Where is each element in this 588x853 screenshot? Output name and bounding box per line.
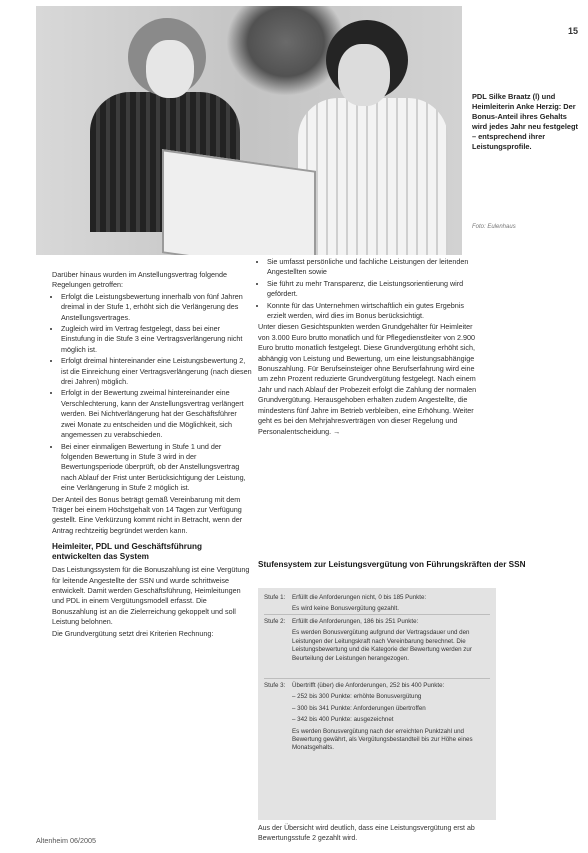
list-item: • Konnte für das Unternehmen wirtschaftlich ein gutes Ergebnis erzielt werden, wird dies im Bonus berücksichtigt. <box>267 301 478 322</box>
list-item: • Sie führt zu mehr Transparenz, die Leistungsorientierung wird gefördert. <box>267 279 478 300</box>
stage-text <box>292 618 496 666</box>
list-item: • Bei einer einmaligen Bewertung in Stufe 1 und der folgenden Bewertung in Stufe 3 wird in der Bewertungsperiode überprüft, ob der Anstellungsvertrag nach Ablauf der Frist unter Berücksichtigung der Leistung, eine Verlängerung in Stufe 2 möglich ist. <box>61 442 252 494</box>
stage-table <box>258 588 496 820</box>
stage-line: Es werden Bonusvergütung aufgrund der Vertragsdauer und den Leistungen der Leitungskraft nach Vereinbarung berechnet. Die Leistungsbewertung und die Kategorie der Bewertung werden zur Beurteilung der Leistungen herangezogen. <box>292 629 472 662</box>
photo-person-right-face <box>338 44 390 106</box>
page-number: 15 <box>567 26 578 36</box>
stage-line: – 252 bis 300 Punkte: erhöhte Bonusvergütung <box>292 693 422 701</box>
regulation-list <box>52 292 252 494</box>
stage-text <box>292 682 496 756</box>
closing-paragraph: Der Anteil des Bonus beträgt gemäß Vereinbarung mit dem Träger bei einem Höchstgehalt von 14 Tagen zur Verfügung gestellt. Eine Verkürzung kommt nicht in Betracht, wenn der Antrag rechtzeitig begründet werden kann. <box>52 494 243 535</box>
list-item: • Erfolgt die Leistungsbewertung innerhalb von fünf Jahren dreimal in der Stufe 1, erhöht sich die Verlängerung des Anstellungsvertrages. <box>61 292 252 323</box>
stage-label: Stufe 1: <box>264 594 286 601</box>
photo-credit: Foto: Eulenhaus <box>472 224 516 230</box>
stage-line: Übertrifft (über) die Anforderungen, 252 bis 400 Punkte: <box>292 682 445 689</box>
stage-line: – 342 bis 400 Punkte: ausgezeichnet <box>292 716 394 724</box>
continue-arrow-icon: → <box>333 426 341 436</box>
right-column <box>258 257 478 438</box>
criteria-list <box>258 257 478 321</box>
section-heading: Heimleiter, PDL und Geschäftsführung entwickelten das System <box>52 542 202 562</box>
stage-row-3 <box>258 682 496 756</box>
stage-line: Erfüllt die Anforderungen, 186 bis 251 Punkte: <box>292 618 419 625</box>
stage-divider <box>264 678 490 679</box>
photo-person-right <box>298 98 448 255</box>
salary-paragraph-text: Unter diesen Gesichtspunkten werden Grundgehälter für Heimleiter von 3.000 Euro brutto monatlich und für Pflegedienstleiter von 2.900 Euro brutto monatlich festgelegt. Diese Grundvergütung erhöht sich, abhängig von Leistung und Bewertung, um eine leistungsabhängige Bonuszahlung. Für Berufseinsteiger ohne Berufserfahrung wird eine um zehn Prozent reduzierte Grundvergütung festgelegt. Nach einem Jahr und nach Ablauf der Probezeit erfolgt die Zahlung der normalen Grundvergütung. Herausgehoben erhalten zudem Angestellte, die mindestens fünf Jahre im Betrieb verbleiben, eine Erhöhung. Weiter geht es bei den Mehrjahresverträgen von dieser Regelung und Personalentscheidung. <box>258 322 477 436</box>
stage-row-2 <box>258 618 496 666</box>
list-item: • Erfolgt dreimal hintereinander eine Leistungsbewertung 2, ist die Einreichung einer Vertragsverlängerung (nach diesen drei Jahren) möglich. <box>61 356 252 387</box>
list-item: • Erfolgt in der Bewertung zweimal hintereinander eine Verschlechterung, kann der Anstellungsvertrag verlängert werden. Bei Nichtverlängerung hat der Geschäftsführer zwei Monate zu entscheiden und die Möglichkeit, sich angemessen zu verabschieden. <box>61 388 252 440</box>
left-column <box>52 270 252 640</box>
stage-line: Es wird keine Bonusvergütung gezahlt. <box>292 605 399 613</box>
footer-issue: Altenheim 06/2005 <box>36 836 96 845</box>
photo-two-women-laptop <box>36 6 462 255</box>
photo-person-left-face <box>146 40 194 98</box>
list-item: • Zugleich wird im Vertrag festgelegt, dass bei einer Einstufung in die Stufe 3 eine Vertragsverlängerung nicht möglich ist. <box>61 324 252 355</box>
body-paragraph: Das Leistungssystem für die Bonuszahlung ist eine Vergütung für leitende Angestellte der SSN und wurde schrittweise entwickelt. Damit werden Geschäftsführung, Heimleitungen und PDL in einem Vergütungsmodell erfasst. Die Bonuszahlung ist an die Zielerreichung gekoppelt und soll Leistung belohnen. <box>52 565 250 627</box>
stage-line: Es werden Bonusvergütung nach der erreichten Punktzahl und Bewertung gewährt, als Vergütungsbestandteil bis zur Höhe eines Monatsgehalts. <box>292 727 473 752</box>
list-item: • Sie umfasst persönliche und fachliche Leistungen der leitenden Angestellten sowie <box>267 257 478 278</box>
table-title: Stufensystem zur Leistungsvergütung von Führungskräften der SSN <box>258 560 526 569</box>
body-paragraph-2: Die Grundvergütung setzt drei Kriterien Rechnung: <box>52 628 214 638</box>
stage-line: Erfüllt die Anforderungen nicht, 0 bis 185 Punkte: <box>292 594 427 601</box>
table-footnote: Aus der Übersicht wird deutlich, dass eine Leistungsvergütung erst ab Bewertungsstufe 2 gezahlt wird. <box>258 825 475 842</box>
stage-label: Stufe 3: <box>264 682 286 689</box>
photo-caption: PDL Silke Braatz (l) und Heimleiterin Anke Herzig: Der Bonus-Anteil ihres Gehalts wird jedes Jahr neu festgelegt – entsprechend ihrer Leistungsprofile. <box>472 92 578 151</box>
salary-paragraph <box>258 322 478 436</box>
stage-label: Stufe 2: <box>264 618 286 625</box>
intro-paragraph: Darüber hinaus wurden im Anstellungsvertrag folgende Regelungen getroffen: <box>52 270 227 290</box>
stage-divider <box>264 614 490 615</box>
stage-line: – 300 bis 341 Punkte: Anforderungen übertroffen <box>292 704 426 712</box>
